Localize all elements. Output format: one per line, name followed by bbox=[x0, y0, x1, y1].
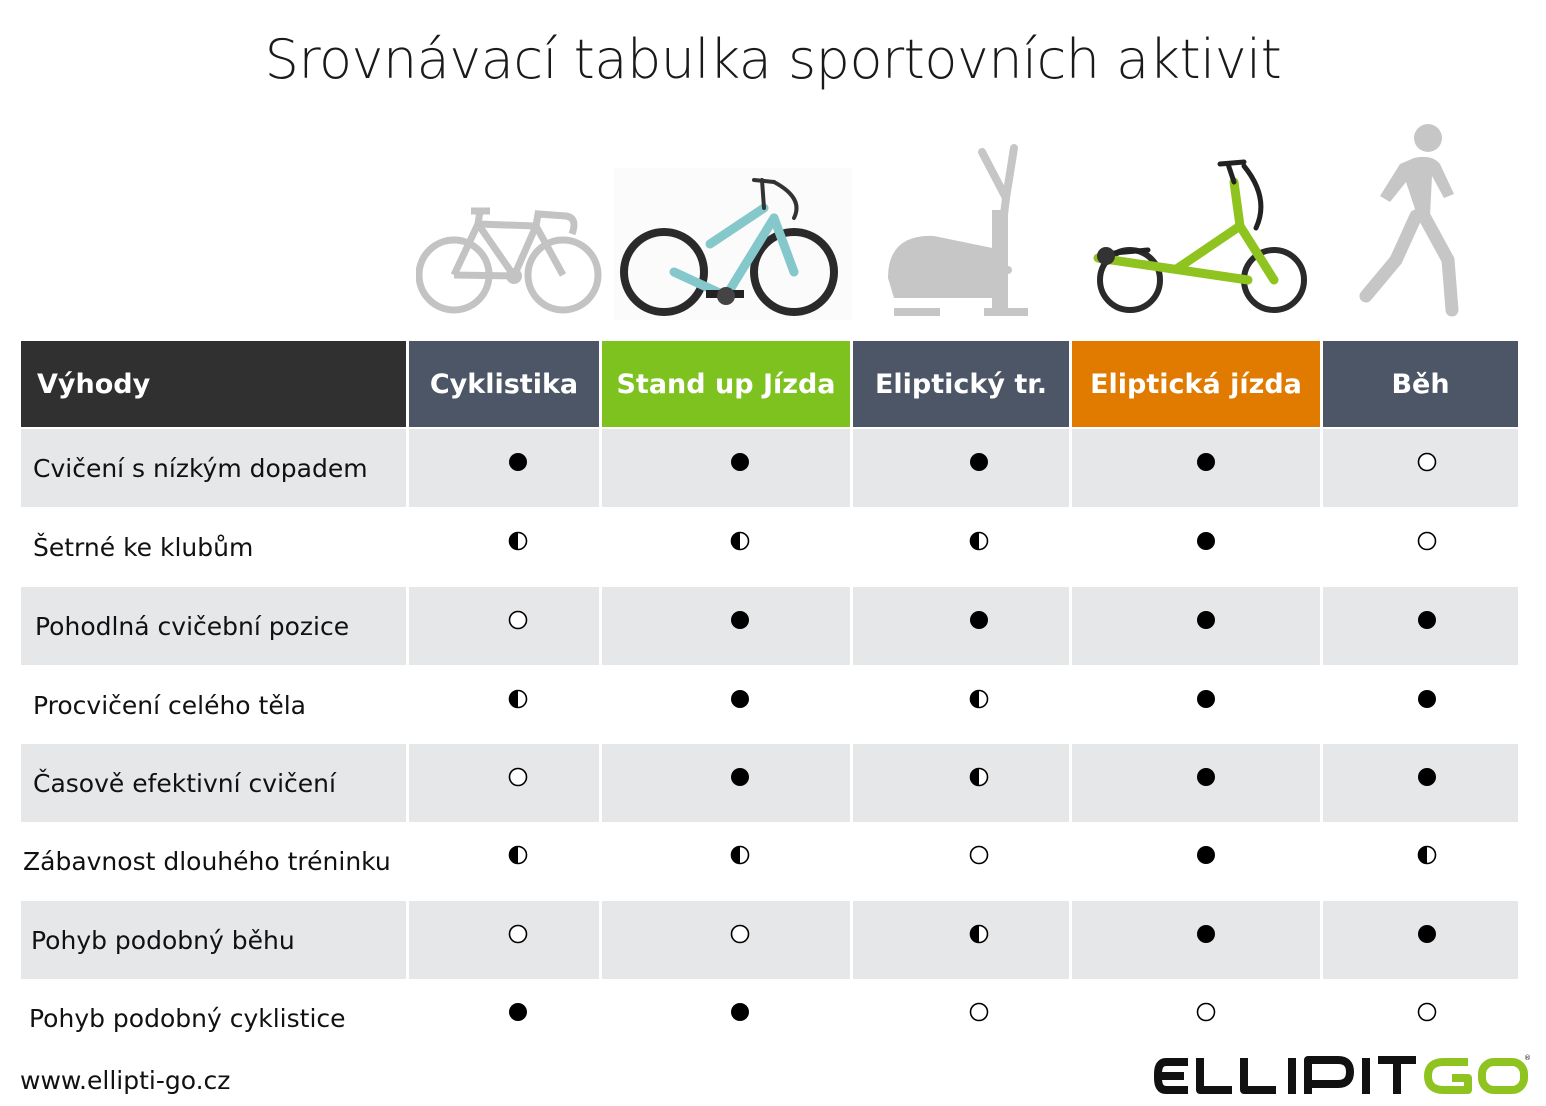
empty-circle-icon bbox=[1416, 1001, 1438, 1023]
website-url: www.ellipti-go.cz bbox=[20, 1066, 231, 1095]
cell-cyklistika bbox=[409, 429, 599, 507]
full-circle-icon bbox=[729, 609, 751, 631]
half-circle-icon bbox=[507, 530, 529, 552]
cell-standup bbox=[602, 508, 850, 586]
empty-circle-icon bbox=[1416, 451, 1438, 473]
full-circle-icon bbox=[729, 451, 751, 473]
full-circle-icon bbox=[729, 688, 751, 710]
full-circle-icon bbox=[1416, 688, 1438, 710]
half-circle-icon bbox=[968, 923, 990, 945]
standup-bike-icon bbox=[614, 168, 852, 320]
empty-circle-icon bbox=[1416, 530, 1438, 552]
elliptigo-bike-icon bbox=[1088, 158, 1310, 318]
elliptigo-logo bbox=[1152, 1054, 1532, 1098]
cell-cyklistika bbox=[409, 822, 599, 900]
empty-circle-icon bbox=[968, 1001, 990, 1023]
cell-cyklistika bbox=[409, 666, 599, 744]
cell-standup bbox=[602, 587, 850, 665]
table-row bbox=[21, 666, 1518, 744]
table-row bbox=[21, 587, 1518, 665]
row-label: Pohodlná cvičební pozice bbox=[21, 587, 406, 665]
row-label: Šetrné ke klubům bbox=[33, 532, 254, 562]
cell-running bbox=[1323, 429, 1518, 507]
cell-elliptical-trainer bbox=[853, 901, 1069, 979]
cell-running bbox=[1323, 822, 1518, 900]
cell-standup bbox=[602, 666, 850, 744]
table-row bbox=[21, 901, 1518, 979]
cell-elliptical-trainer bbox=[853, 429, 1069, 507]
header-elliptical-trainer: Eliptický tr. bbox=[853, 341, 1069, 427]
cell-elliptical-trainer bbox=[853, 979, 1069, 1057]
cell-running bbox=[1323, 666, 1518, 744]
cell-cyklistika bbox=[409, 587, 599, 665]
cell-standup bbox=[602, 822, 850, 900]
full-circle-icon bbox=[1416, 766, 1438, 788]
table-row bbox=[21, 979, 1518, 1057]
cell-elliptical-riding bbox=[1072, 666, 1320, 744]
empty-circle-icon bbox=[507, 766, 529, 788]
cell-running bbox=[1323, 587, 1518, 665]
empty-circle-icon bbox=[968, 844, 990, 866]
half-circle-icon bbox=[729, 844, 751, 866]
runner-icon bbox=[1356, 120, 1468, 320]
cell-elliptical-riding bbox=[1072, 744, 1320, 822]
cell-running bbox=[1323, 901, 1518, 979]
half-circle-icon bbox=[729, 530, 751, 552]
cell-elliptical-trainer bbox=[853, 744, 1069, 822]
full-circle-icon bbox=[1416, 609, 1438, 631]
full-circle-icon bbox=[1195, 688, 1217, 710]
table-row bbox=[21, 508, 1518, 586]
half-circle-icon bbox=[968, 688, 990, 710]
cell-cyklistika bbox=[409, 901, 599, 979]
cell-standup bbox=[602, 901, 850, 979]
full-circle-icon bbox=[1195, 530, 1217, 552]
row-label: Pohyb podobný cyklistice bbox=[29, 1003, 346, 1033]
row-label: Zábavnost dlouhého tréninku bbox=[23, 846, 391, 876]
full-circle-icon bbox=[1195, 451, 1217, 473]
cell-elliptical-riding bbox=[1072, 822, 1320, 900]
full-circle-icon bbox=[729, 766, 751, 788]
header-standup: Stand up Jízda bbox=[602, 341, 850, 427]
cell-standup bbox=[602, 744, 850, 822]
header-benefits: Výhody bbox=[21, 341, 406, 427]
cell-elliptical-trainer bbox=[853, 822, 1069, 900]
cell-elliptical-riding bbox=[1072, 429, 1320, 507]
cell-elliptical-trainer bbox=[853, 508, 1069, 586]
row-label: Procvičení celého těla bbox=[33, 690, 306, 720]
header-elliptical-riding: Eliptická jízda bbox=[1072, 341, 1320, 427]
cell-running bbox=[1323, 508, 1518, 586]
cell-elliptical-riding bbox=[1072, 508, 1320, 586]
half-circle-icon bbox=[968, 766, 990, 788]
half-circle-icon bbox=[1416, 844, 1438, 866]
header-cyklistika: Cyklistika bbox=[409, 341, 599, 427]
full-circle-icon bbox=[1195, 923, 1217, 945]
cell-elliptical-trainer bbox=[853, 587, 1069, 665]
empty-circle-icon bbox=[729, 923, 751, 945]
cell-standup bbox=[602, 979, 850, 1057]
cell-elliptical-riding bbox=[1072, 979, 1320, 1057]
full-circle-icon bbox=[1195, 609, 1217, 631]
half-circle-icon bbox=[968, 530, 990, 552]
row-label: Cvičení s nízkým dopadem bbox=[21, 429, 406, 507]
full-circle-icon bbox=[1195, 766, 1217, 788]
full-circle-icon bbox=[968, 609, 990, 631]
cell-cyklistika bbox=[409, 744, 599, 822]
empty-circle-icon bbox=[1195, 1001, 1217, 1023]
empty-circle-icon bbox=[507, 923, 529, 945]
half-circle-icon bbox=[507, 688, 529, 710]
page-title: Srovnávací tabulka sportovních aktivit bbox=[264, 28, 1282, 91]
full-circle-icon bbox=[729, 1001, 751, 1023]
road-bike-icon bbox=[416, 196, 602, 318]
half-circle-icon bbox=[507, 844, 529, 866]
full-circle-icon bbox=[507, 451, 529, 473]
svg-text:®: ® bbox=[1524, 1054, 1531, 1062]
full-circle-icon bbox=[1195, 844, 1217, 866]
header-running: Běh bbox=[1323, 341, 1518, 427]
cell-elliptical-riding bbox=[1072, 901, 1320, 979]
cell-elliptical-trainer bbox=[853, 666, 1069, 744]
cell-running bbox=[1323, 744, 1518, 822]
empty-circle-icon bbox=[507, 609, 529, 631]
cell-running bbox=[1323, 979, 1518, 1057]
cell-standup bbox=[602, 429, 850, 507]
row-label: Časově efektivní cvičení bbox=[21, 744, 406, 822]
full-circle-icon bbox=[507, 1001, 529, 1023]
cell-cyklistika bbox=[409, 979, 599, 1057]
elliptical-trainer-icon bbox=[884, 138, 1044, 318]
row-label: Pohyb podobný běhu bbox=[21, 901, 406, 979]
cell-elliptical-riding bbox=[1072, 587, 1320, 665]
full-circle-icon bbox=[1416, 923, 1438, 945]
table-row bbox=[21, 429, 1518, 507]
table-row bbox=[21, 822, 1518, 900]
full-circle-icon bbox=[968, 451, 990, 473]
table-row bbox=[21, 744, 1518, 822]
cell-cyklistika bbox=[409, 508, 599, 586]
